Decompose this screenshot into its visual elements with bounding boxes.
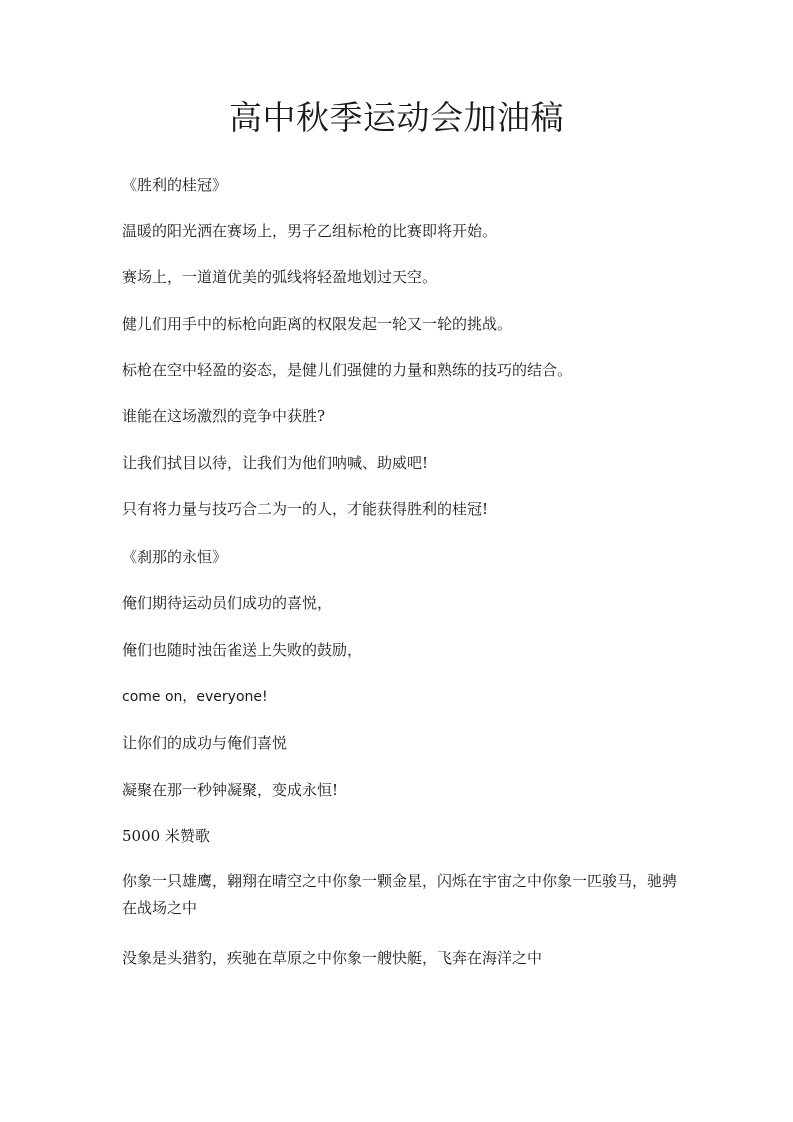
- section-heading: 5000 米赞歌: [122, 827, 210, 845]
- paragraph: 谁能在这场激烈的竞争中获胜?: [122, 407, 326, 425]
- paragraph: 没象是头猎豹，疾驰在草原之中你象一艘快艇，飞奔在海洋之中: [122, 949, 543, 967]
- paragraph: 俺们也随时浊缶雀送上失败的鼓励，: [122, 641, 363, 659]
- page-title: 高中秋季运动会加油稿: [229, 98, 564, 137]
- paragraph: 让我们拭目以待，让我们为他们呐喊、助威吧!: [122, 454, 429, 472]
- paragraph: 只有将力量与技巧合二为一的人，才能获得胜利的桂冠!: [122, 500, 489, 518]
- paragraph: 温暖的阳光洒在赛场上，男子乙组标枪的比赛即将开始。: [122, 222, 498, 240]
- paragraph: 赛场上，一道道优美的弧线将轻盈地划过天空。: [122, 268, 438, 286]
- paragraph: 健儿们用手中的标枪向距离的权限发起一轮又一轮的挑战。: [122, 315, 513, 333]
- paragraph: 你象一只雄鹰，翱翔在晴空之中你象一颗金星，闪烁在宇宙之中你象一匹骏马，驰骋在战场之中: [122, 872, 678, 917]
- paragraph: 凝聚在那一秒钟凝聚，变成永恒!: [122, 781, 339, 799]
- section-heading: 《刹那的永恒》: [122, 548, 228, 566]
- paragraph: 俺们期待运动员们成功的喜悦，: [122, 594, 333, 612]
- paragraph: come on，everyone!: [122, 689, 268, 705]
- section-heading: 《胜利的桂冠》: [122, 176, 228, 194]
- paragraph: 让你们的成功与俺们喜悦: [122, 734, 288, 752]
- paragraph: 标枪在空中轻盈的姿态，是健儿们强健的力量和熟练的技巧的结合。: [122, 361, 573, 379]
